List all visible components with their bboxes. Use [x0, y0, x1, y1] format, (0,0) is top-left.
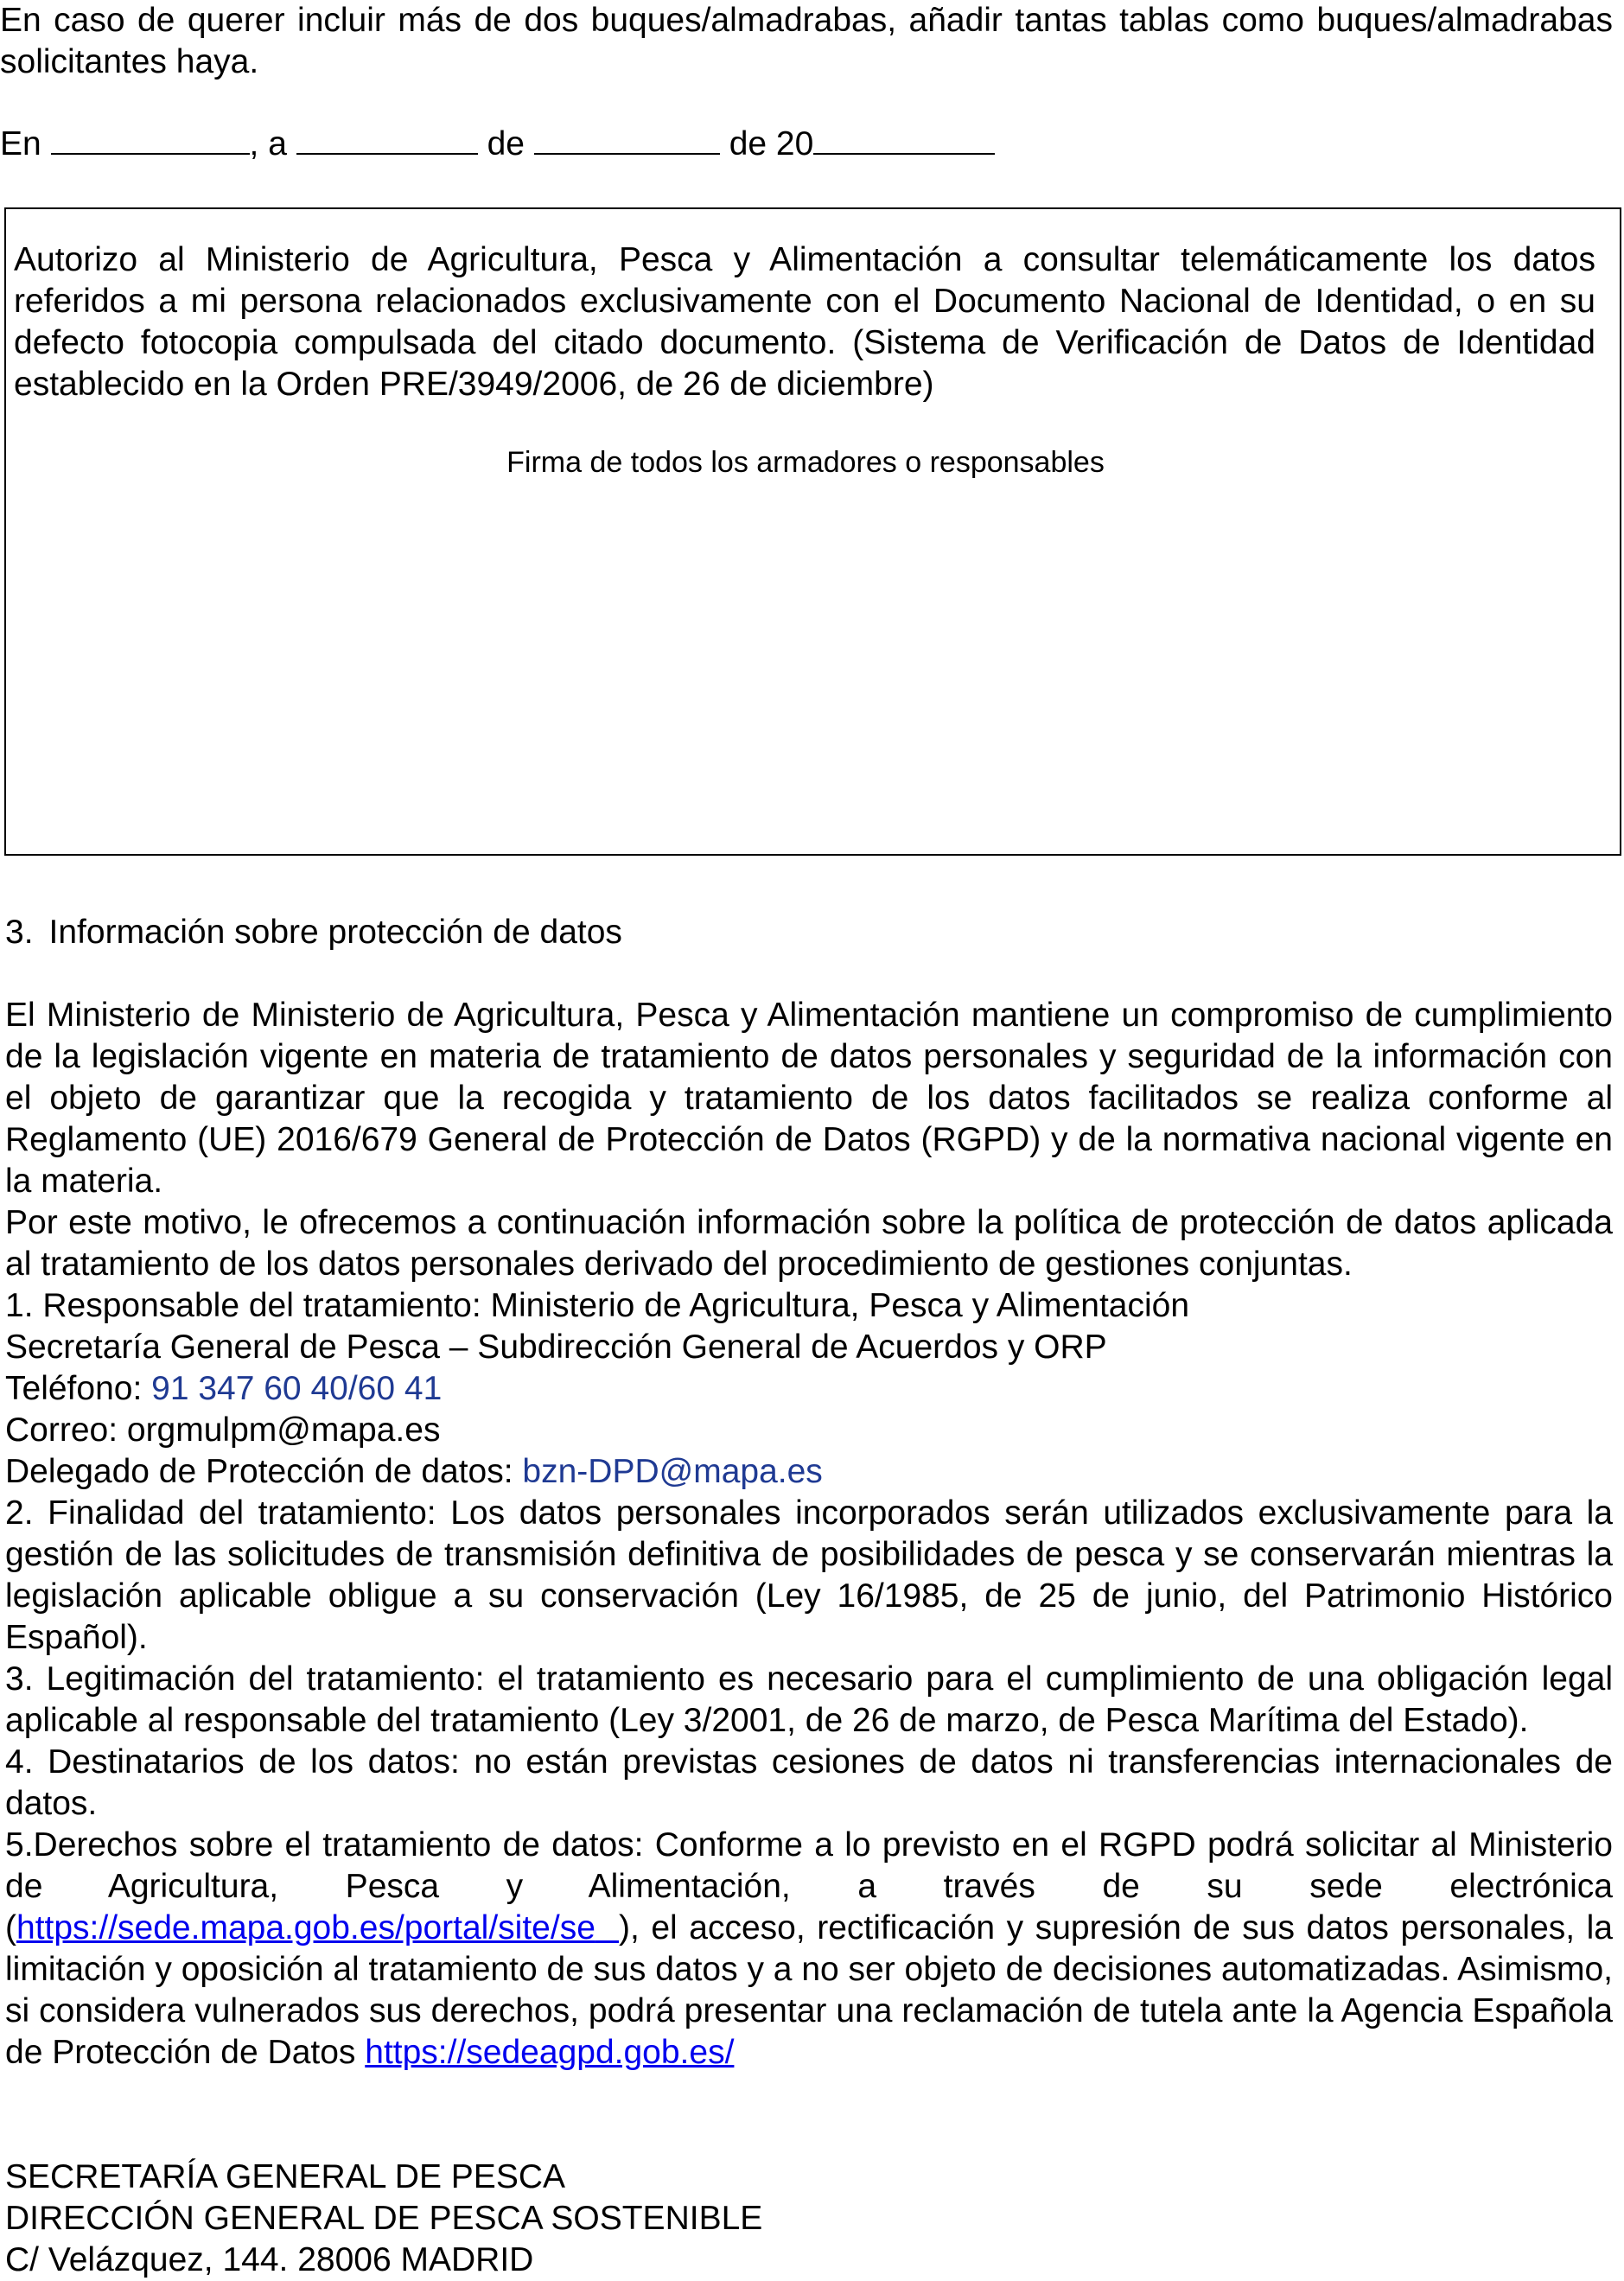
purpose-paragraph: 2. Finalidad del tratamiento: Los datos personales incorporados serán utilizados exclusivamente para la gestión de las solicitudes de transmisión definitiva de posibilidades de pesca y se conservarán mientras la legislación aplicable obligue a su conservación (Ley 16/1985, de 25 de junio, del Patrimonio Histórico Español). — [5, 1494, 1613, 1656]
signature-label: Firma de todos los armadores o responsables — [506, 446, 1105, 479]
footer-line-2: DIRECCIÓN GENERAL DE PESCA SOSTENIBLE — [5, 2200, 763, 2237]
month-field[interactable] — [534, 124, 720, 155]
legitimacy-paragraph: 3. Legitimación del tratamiento: el tratamiento es necesario para el cumplimiento de una obligación legal aplicable al responsable del tratamiento (Ley 3/2001, de 26 de marzo, de Pesca Marítima del Estado). — [5, 1660, 1613, 1739]
rights-text-b: ), el acceso, rectificación y supresión de sus datos personales, la limitación y oposición al tratamiento de sus datos y a no ser objeto de decisiones automatizadas. Asimismo, si considera vulnerados sus derechos, podrá presentar una reclamación de tutela ante la Agencia Española de Protección de Datos — [5, 1909, 1613, 2071]
year-field[interactable] — [813, 124, 995, 155]
rights-paragraph — [5, 1825, 1613, 2074]
authorization-text: Autorizo al Ministerio de Agricultura, Pesca y Alimentación a consultar telemáticamente los datos referidos a mi persona relacionados exclusivamente con el Documento Nacional de Identidad, o en su defecto fotocopia compulsada del citado documento. (Sistema de Verificación de Datos de Identidad establecido en la Orden PRE/3949/2006, de 26 de diciembre) — [14, 241, 1595, 403]
footer-address — [5, 2157, 762, 2281]
dpo-label: Delegado de Protección de datos: — [5, 1453, 523, 1490]
footer-line-3: C/ Velázquez, 144. 28006 MADRID — [5, 2241, 534, 2278]
place-field[interactable] — [51, 124, 250, 155]
authorization-box — [4, 207, 1621, 856]
intro-note: En caso de querer incluir más de dos buques/almadrabas, añadir tantas tablas como buques/almadrabas solicitantes haya. — [0, 2, 1613, 80]
date-sep-year: de 20 — [729, 125, 814, 162]
data-protection-info — [5, 995, 1613, 2074]
agpd-link[interactable]: https://sedeagpd.gob.es/ — [365, 2034, 735, 2071]
recipients-paragraph: 4. Destinatarios de los datos: no están previstas cesiones de datos ni transferencias internacionales de datos. — [5, 1743, 1613, 1822]
dpo-line — [5, 1451, 1613, 1493]
date-prefix: En — [0, 125, 41, 162]
phone-line — [5, 1368, 1613, 1410]
motive-paragraph: Por este motivo, le ofrecemos a continuación información sobre la política de protección de datos aplicada al tratamiento de los datos personales derivado del procedimiento de gestiones conjuntas. — [5, 1204, 1613, 1283]
rights-text-a: 5.Derechos sobre el tratamiento de datos: Conforme a lo previsto en el RGPD podrá solicitar al Ministerio de Agricultura, Pesca y Alimentación, a través de su sede electrónica ( — [5, 1826, 1613, 1946]
day-field[interactable] — [296, 124, 478, 155]
footer-line-1: SECRETARÍA GENERAL DE PESCA — [5, 2158, 566, 2195]
phone-label: Teléfono: — [5, 1370, 152, 1407]
section-number: 3. — [5, 914, 34, 951]
dpo-email-link[interactable]: bzn-DPD@mapa.es — [522, 1453, 823, 1490]
section-title: Información sobre protección de datos — [48, 914, 622, 951]
date-place-line — [0, 124, 995, 165]
date-sep-a: , a — [249, 125, 287, 162]
phone-number[interactable]: 91 347 60 40/60 41 — [151, 1370, 443, 1407]
section-heading — [5, 912, 622, 953]
sede-link[interactable]: https://sede.mapa.gob.es/portal/site/se — [16, 1909, 595, 1946]
email-line: Correo: orgmulpm@mapa.es — [5, 1411, 441, 1449]
secretariat-line: Secretaría General de Pesca – Subdirección General de Acuerdos y ORP — [5, 1328, 1107, 1366]
controller-line: 1. Responsable del tratamiento: Ministerio de Agricultura, Pesca y Alimentación — [5, 1287, 1190, 1324]
date-sep-de: de — [487, 125, 525, 162]
commitment-paragraph: El Ministerio de Ministerio de Agricultura, Pesca y Alimentación mantiene un compromiso de cumplimiento de la legislación vigente en materia de tratamiento de datos personales y seguridad de la información con el objeto de garantizar que la recogida y tratamiento de los datos facilitados se realiza conforme al Reglamento (UE) 2016/679 General de Protección de Datos (RGPD) y de la normativa nacional vigente en la materia. — [5, 997, 1613, 1200]
